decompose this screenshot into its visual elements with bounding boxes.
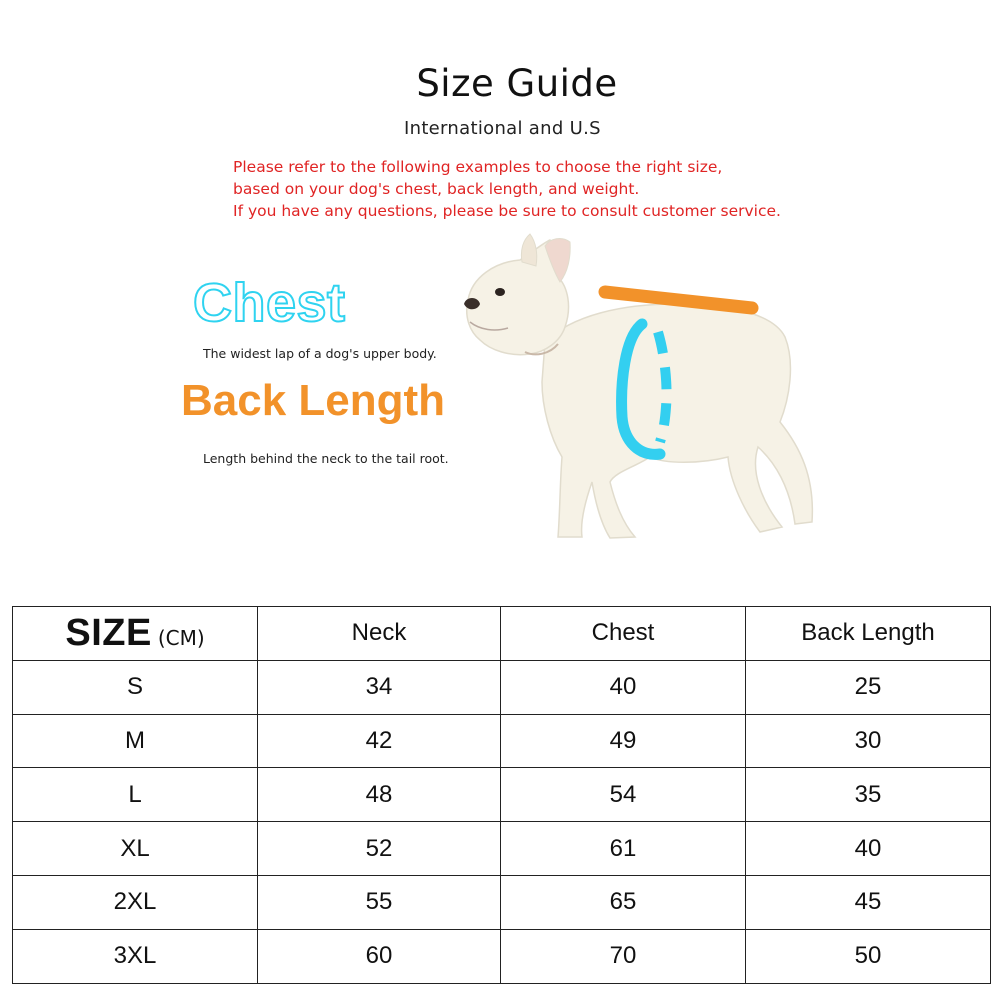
chest-cell: 70 [501,929,746,983]
chest-cell: 61 [501,822,746,876]
neck-cell: 55 [258,875,501,929]
size-cell: S [13,660,258,714]
back-length-description: Length behind the neck to the tail root. [203,451,449,466]
table-row [13,875,991,929]
back-length-cell: 45 [746,875,991,929]
size-cell: L [13,768,258,822]
size-notes [233,156,781,222]
back-length-cell: 25 [746,660,991,714]
chest-cell: 65 [501,875,746,929]
back-length-cell: 40 [746,822,991,876]
column-header-back-length: Back Length [746,607,991,661]
neck-cell: 52 [258,822,501,876]
table-header-row [13,607,991,661]
chest-cell: 40 [501,660,746,714]
size-cell: 2XL [13,875,258,929]
page-subtitle: International and U.S [404,118,601,139]
note-line: based on your dog's chest, back length, and weight. [233,180,640,198]
size-label: SIZE [65,611,152,654]
back-length-band [605,292,752,308]
size-cell: 3XL [13,929,258,983]
table-row [13,768,991,822]
column-header-chest: Chest [501,607,746,661]
note-line: If you have any questions, please be sure to consult customer service. [233,202,781,220]
neck-cell: 42 [258,714,501,768]
neck-cell: 60 [258,929,501,983]
chest-cell: 54 [501,768,746,822]
size-cell: M [13,714,258,768]
note-line: Please refer to the following examples to choose the right size, [233,158,723,176]
back-length-cell: 50 [746,929,991,983]
page-title: Size Guide [416,62,618,105]
table-row [13,822,991,876]
back-length-cell: 30 [746,714,991,768]
back-length-heading: Back Length [181,376,446,425]
back-length-cell: 35 [746,768,991,822]
neck-cell: 48 [258,768,501,822]
neck-cell: 34 [258,660,501,714]
chest-heading: Chest [193,273,346,333]
size-cell: XL [13,822,258,876]
table-row [13,660,991,714]
dog-measurement-illustration [450,232,840,552]
unit-label: (CM) [157,625,205,650]
table-row [13,714,991,768]
dog-eye-icon [495,288,505,296]
chest-description: The widest lap of a dog's upper body. [203,346,437,361]
size-header-cell [13,607,258,661]
chest-cell: 49 [501,714,746,768]
size-chart-table [12,606,991,984]
column-header-neck: Neck [258,607,501,661]
dog-ear-icon [521,234,536,266]
dog-body [542,304,812,538]
table-row [13,929,991,983]
